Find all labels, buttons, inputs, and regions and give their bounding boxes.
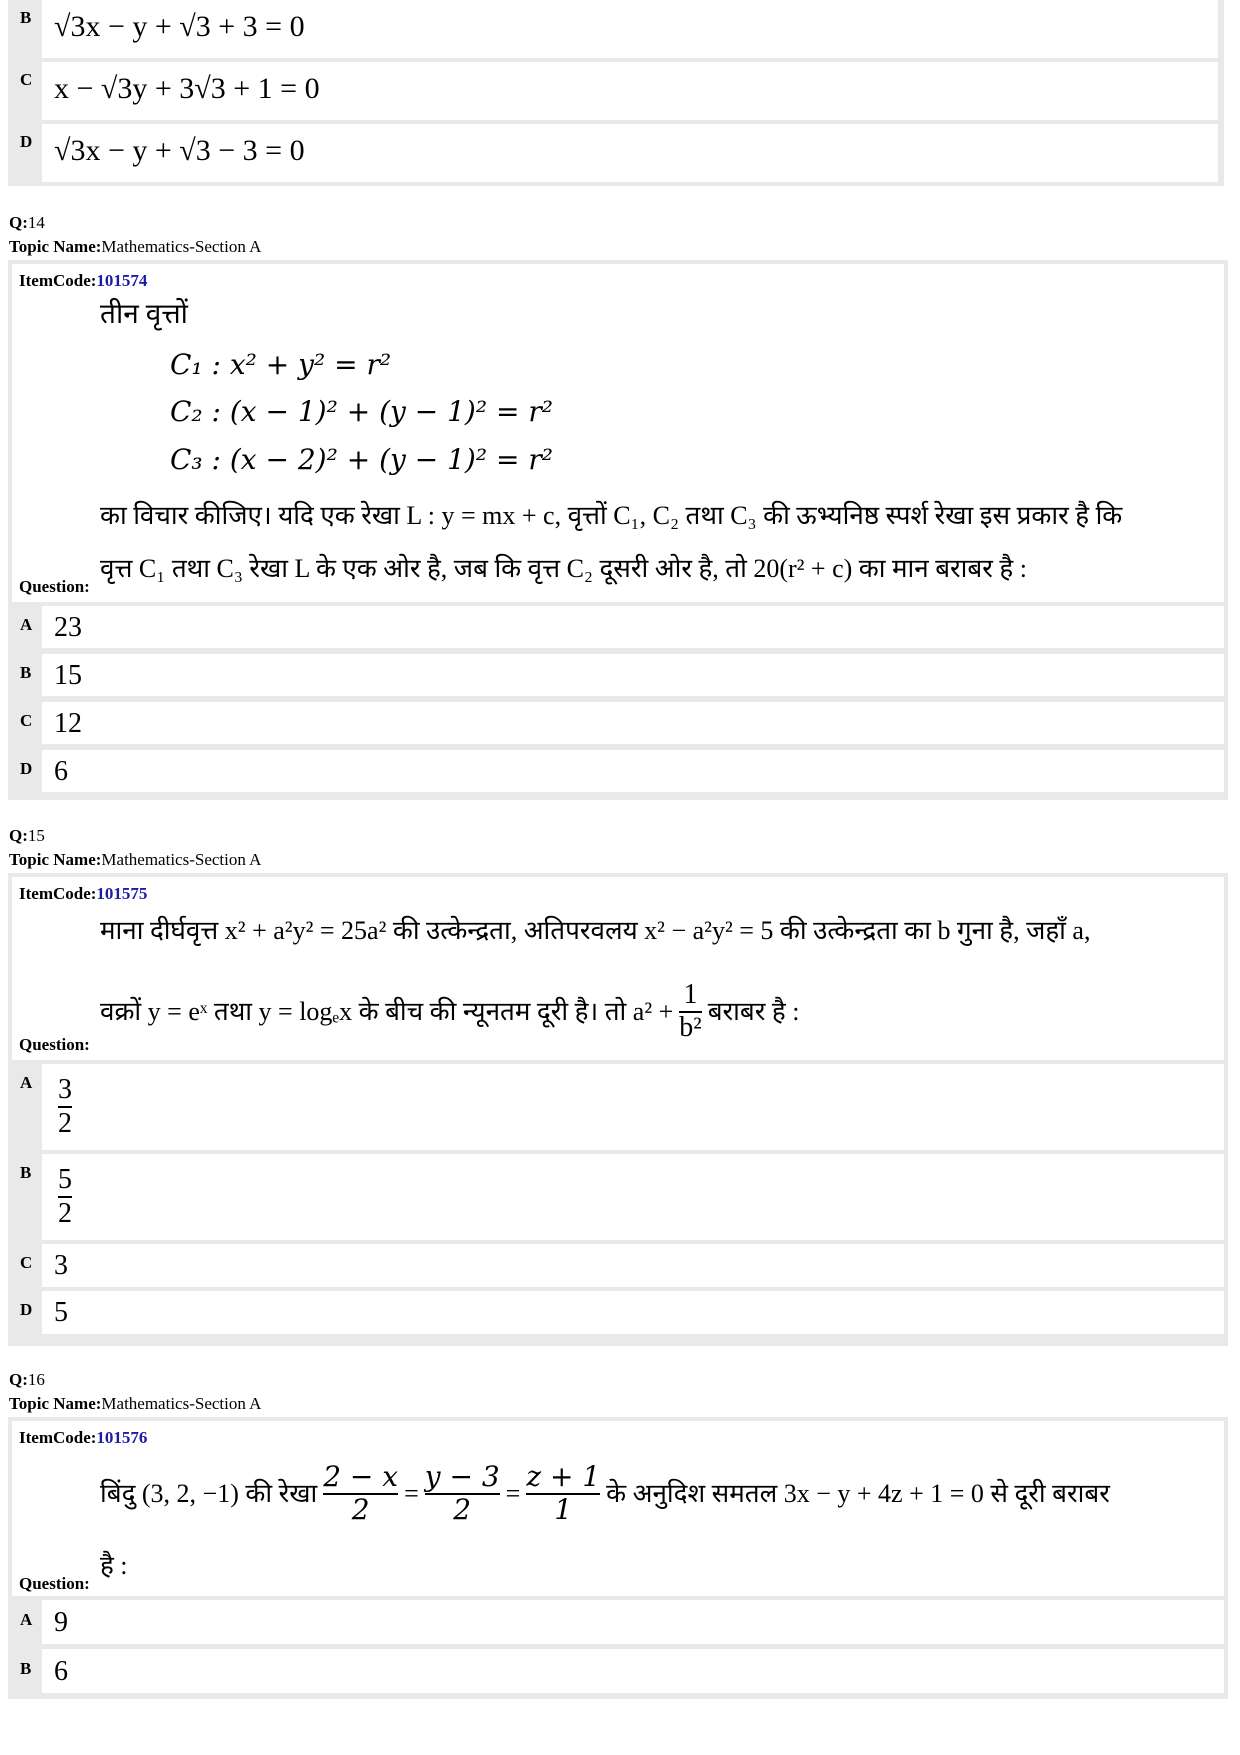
question-line: है :	[100, 1551, 128, 1580]
question-line: तीन वृत्तों	[100, 299, 188, 330]
option-row-d[interactable]	[42, 750, 1224, 792]
question-number: Q:14	[9, 213, 45, 232]
question-number: Q:15	[9, 826, 45, 845]
option-key: D	[20, 132, 33, 151]
option-text: 23	[54, 612, 82, 643]
option-row-a[interactable]	[42, 1064, 1224, 1150]
option-text: √3x − y + √3 + 3 = 0	[54, 10, 305, 43]
option-text: 12	[54, 708, 82, 739]
equation-c3: C₃ : (x − 2)² + (y − 1)² = r²	[170, 443, 553, 476]
option-key: B	[20, 663, 32, 682]
option-key: B	[20, 1163, 32, 1182]
option-row-c[interactable]	[42, 702, 1224, 744]
question-line: वक्रों y = eˣ तथा y = logₑx के बीच की न्यूनतम दूरी है। तो a² + $\frac{1}{\text{b²}}$ बराबर है :	[100, 979, 800, 1043]
option-key: D	[20, 1300, 33, 1319]
question-line: बिंदु (3, 2, −1) की रेखा $\frac{2 - x}{2}$ = $\frac{y - 3}{2}$ = $\frac{z + 1}{1}$ के अनुदिश समतल 3x − y + 4z + 1 = 0 से दूरी बराबर	[100, 1460, 1110, 1526]
fraction: $\frac{z + 1}{1}$	[526, 1460, 601, 1526]
option-row-a[interactable]	[42, 1600, 1224, 1644]
question-label: Question:	[19, 1035, 90, 1054]
option-text: 9	[54, 1607, 68, 1638]
fraction: $\frac{2 - x}{2}$	[323, 1460, 399, 1526]
option-text: √3x − y + √3 − 3 = 0	[54, 134, 305, 167]
question-line: का विचार कीजिए। यदि एक रेखा L : y = mx + c, वृत्तों C₁, C₂ तथा C₃ की ऊभ्यनिष्ठ स्पर्श रेखा इस प्रकार है कि	[100, 501, 1123, 530]
option-key: D	[20, 759, 33, 778]
equation-c2: C₂ : (x − 1)² + (y − 1)² = r²	[170, 395, 553, 428]
option-key: A	[20, 1073, 33, 1092]
option-text: x − √3y + 3√3 + 1 = 0	[54, 72, 320, 105]
option-row-d[interactable]	[42, 1291, 1224, 1334]
option-text: 3	[54, 1250, 68, 1281]
option-row-b[interactable]	[42, 654, 1224, 696]
q14-question-panel	[12, 264, 1224, 602]
question-number: Q:16	[9, 1370, 45, 1389]
option-key: C	[20, 711, 33, 730]
option-row-c[interactable]	[42, 1244, 1224, 1287]
option-fraction: 3 2	[58, 1074, 72, 1140]
question-line: माना दीर्घवृत्त x² + a²y² = 25a² की उत्केन्द्रता, अतिपरवलय x² − a²y² = 5 की उत्केन्द्रता का b गुना है, जहाँ a,	[100, 916, 1091, 945]
item-code: ItemCode:101576	[19, 1428, 148, 1447]
question-label: Question:	[19, 577, 90, 596]
topic-name: Topic Name:Mathematics-Section A	[9, 1394, 262, 1413]
option-fraction: 5 2	[58, 1164, 72, 1230]
fraction: $\frac{y - 3}{2}$	[424, 1460, 500, 1526]
question-line: वृत्त C₁ तथा C₃ रेखा L के एक ओर है, जब कि वृत्त C₂ दूसरी ओर है, तो 20(r² + c) का मान बराबर है :	[100, 554, 1027, 583]
option-key: B	[20, 8, 32, 27]
fraction: $\frac{1}{\text{b²}}$	[679, 979, 702, 1043]
option-row-b[interactable]	[42, 1154, 1224, 1240]
topic-name: Topic Name:Mathematics-Section A	[9, 237, 262, 256]
option-text: 6	[54, 756, 68, 787]
option-text: 6	[54, 1656, 68, 1687]
option-row-a[interactable]	[42, 606, 1224, 648]
option-text: 15	[54, 660, 82, 691]
option-key: A	[20, 1610, 33, 1629]
option-key: A	[20, 615, 33, 634]
item-code: ItemCode:101574	[19, 271, 148, 290]
option-row-b[interactable]	[42, 1649, 1224, 1693]
item-code: ItemCode:101575	[19, 884, 148, 903]
option-text: 5	[54, 1297, 68, 1328]
option-key: B	[20, 1659, 32, 1678]
option-key: C	[20, 70, 33, 89]
option-key: C	[20, 1253, 33, 1272]
equation-c1: C₁ : x² + y² = r²	[170, 348, 392, 381]
question-label: Question:	[19, 1574, 90, 1593]
topic-name: Topic Name:Mathematics-Section A	[9, 850, 262, 869]
